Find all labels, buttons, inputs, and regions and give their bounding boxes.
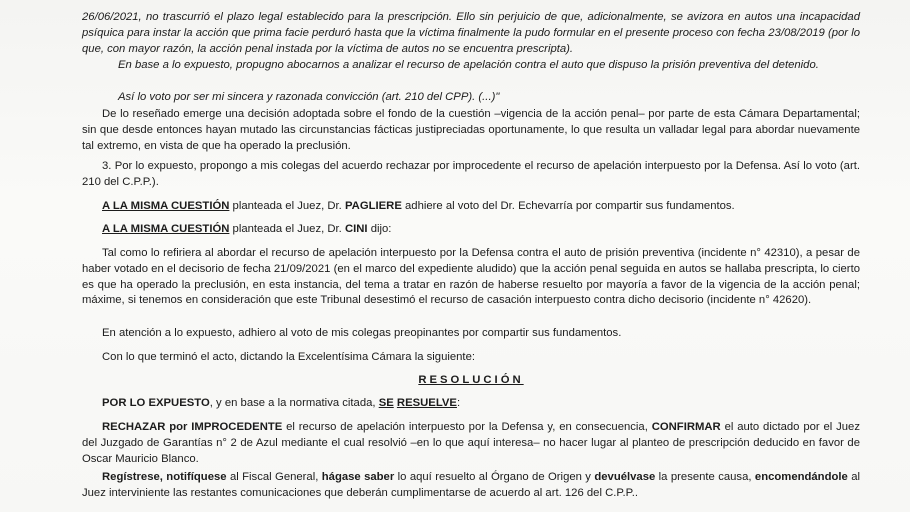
paragraph-rechazar: RECHAZAR por IMPROCEDENTE el recurso de apelación interpuesto por la Defensa y, en consecuencia, CONFIRMAR el auto dictado por el Juez del Juzgado de Garantías n° 2 de Azul mediante el cual resolvió –en lo que aquí interesa– no hacer lugar al planteo de prescripción deducido en favor de Oscar Mauricio Blanco. — [82, 421, 860, 465]
judge-name: PAGLIERE — [344, 200, 402, 212]
heading-misma-cuestion: A LA MISMA CUESTIÓN — [102, 223, 230, 235]
paragraph-termino: Con lo que terminó el acto, dictando la Excelentísima Cámara la siguiente: — [102, 351, 475, 363]
paragraph-registrese: Regístrese, notifíquese al Fiscal General, hágase saber lo aquí resuelto al Órgano de Origen y devuélvase la presente causa, encomendándole al Juez interviniente las restantes comunicaciones que deberán cumplimentarse de acuerdo al art. 126 del C.P.P.. — [82, 471, 860, 499]
paragraph-cini: A LA MISMA CUESTIÓN planteada el Juez, Dr. CINI dijo: — [102, 223, 392, 235]
paragraph-preclusion: De lo reseñado emerge una decisión adoptada sobre el fondo de la cuestión –vigencia de la acción penal– por parte de esta Cámara Departamental; sin que desde entonces hayan mutado las circunstancias fácticas justipreciadas oportunamente, lo que resulta un valladar legal para abordar nuevamente tal extremo, en vista de que ha operado la preclusión. — [82, 108, 860, 152]
paragraph-adhiero: En atención a lo expuesto, adhiero al voto de mis colegas preopinantes por compartir sus fundamentos. — [102, 327, 622, 339]
paragraph-propuesta: 3. Por lo expuesto, propongo a mis colegas del acuerdo rechazar por improcedente el recurso de apelación interpuesto por la Defensa. Así lo voto (art. 210 del C.P.P.). — [82, 160, 860, 188]
resolution-title: RESOLUCIÓN — [418, 374, 524, 386]
judge-name: CINI — [344, 223, 368, 235]
paragraph-cini-voto: Tal como lo refiriera al abordar el recurso de apelación interpuesto por la Defensa contra el auto de prisión preventiva (incidente n° 42310), a pesar de haber votado en el decisorio de fecha 21/09/2021 (en el marco del expediente aludido) que la acción penal seguida en autos se hallaba prescripta, lo cierto es que ha operado la preclusión, en esta instancia, del tema a tratar en razón de haberse resuelto por mayoría a favor de la vigencia de la acción penal; máxime, si tenemos en consideración que este Tribunal desestimó el recurso de casación interpuesto contra dicho decisorio (incidente n° 42620). — [82, 247, 860, 307]
quote-paragraph-3: Así lo voto por ser mi sincera y razonada convicción (art. 210 del CPP). (...)" — [118, 91, 500, 103]
quote-paragraph-1: 26/06/2021, no trascurrió el plazo legal establecido para la prescripción. Ello sin perjuicio de que, adicionalmente, se avizora en autos una incapacidad psíquica para instar la acción que prima facie perduró hasta que la víctima finalmente la pudo formular en el presente proceso con fecha 23/08/2019 (por lo que, con mayor razón, la acción penal instada por la víctima de autos no se encuentra prescripta). — [82, 11, 860, 55]
quote-paragraph-2: En base a lo expuesto, propugno abocarnos a analizar el recurso de apelación contra el auto que dispuso la prisión preventiva del detenido. — [118, 59, 819, 71]
heading-misma-cuestion: A LA MISMA CUESTIÓN — [102, 200, 230, 212]
paragraph-se-resuelve: POR LO EXPUESTO, y en base a la normativa citada, SE RESUELVE: — [102, 397, 461, 409]
paragraph-pagliere: A LA MISMA CUESTIÓN planteada el Juez, Dr. PAGLIERE adhiere al voto del Dr. Echevarría por compartir sus fundamentos. — [102, 200, 735, 212]
